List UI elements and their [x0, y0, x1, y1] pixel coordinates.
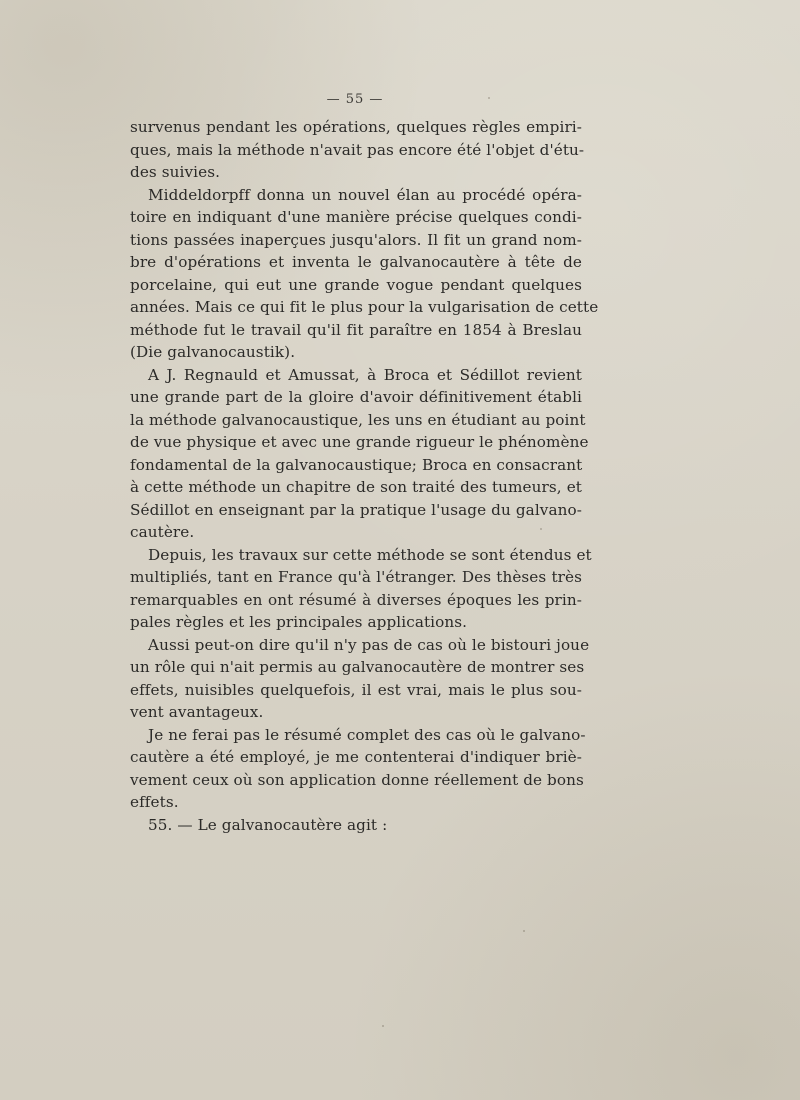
paragraph-start-line: A J. Regnauld et Amussat, à Broca et Sédillot revient — [148, 365, 582, 384]
text-line: une grande part de la gloire d'avoir définitivement établi — [130, 388, 582, 406]
text-line: remarquables en ont résumé à diverses époques les prin- — [130, 590, 582, 609]
paragraph-start-line: Je ne ferai pas le résumé complet des cas où le galvano- — [148, 725, 586, 744]
paper-speck — [382, 1025, 384, 1027]
text-line: des suivies. — [130, 163, 221, 181]
text-line: de vue physique et avec une grande rigueur le phénomène — [130, 433, 589, 451]
paragraph-start-line: Aussi peut-on dire qu'il n'y pas de cas où le bistouri joue — [148, 635, 590, 654]
text-line: ques, mais la méthode n'avait pas encore été l'objet d'étu- — [130, 140, 585, 159]
text-line: survenus pendant les opérations, quelques règles empiri- — [130, 118, 582, 136]
paragraph-start-line: Middeldorpff donna un nouvel élan au procédé opéra- — [148, 185, 582, 204]
paper-speck — [488, 97, 490, 99]
section-heading-line: 55. — Le galvanocautère agit : — [148, 815, 388, 834]
paper-speck — [540, 528, 542, 530]
paper-speck — [523, 930, 525, 932]
text-line: (Die galvanocaustik). — [130, 343, 296, 361]
text-line: fondamental de la galvanocaustique; Broca en consacrant — [130, 455, 583, 474]
text-line: vement ceux où son application donne réellement de bons — [130, 770, 584, 789]
text-line: toire en indiquant d'une manière précise quelques condi- — [130, 208, 582, 226]
page-number: — 55 — — [326, 92, 384, 107]
text-line: vent avantageux. — [130, 703, 264, 721]
text-line: multipliés, tant en France qu'à l'étranger. Des thèses très — [130, 568, 582, 586]
body-text — [130, 116, 599, 836]
text-line: Sédillot en enseignant par la pratique l'usage du galvano- — [130, 500, 582, 519]
text-line: pales règles et les principales applications. — [130, 613, 468, 631]
text-line: bre d'opérations et inventa le galvanocautère à tête de — [130, 253, 582, 271]
text-line: méthode fut le travail qu'il fit paraître en 1854 à Breslau — [130, 320, 582, 339]
text-line: tions passées inaperçues jusqu'alors. Il fit un grand nom- — [130, 230, 582, 249]
text-line: la méthode galvanocaustique, les uns en étudiant au point — [130, 410, 586, 429]
text-line: cautère. — [130, 523, 195, 541]
text-line: années. Mais ce qui fit le plus pour la vulgarisation de cette — [130, 298, 599, 316]
text-line: à cette méthode un chapitre de son traité des tumeurs, et — [130, 478, 582, 496]
text-line: cautère a été employé, je me contenterai d'indiquer briè- — [130, 748, 582, 766]
paragraph-start-line: Depuis, les travaux sur cette méthode se sont étendus et — [148, 545, 592, 564]
text-line: effets, nuisibles quelquefois, il est vrai, mais le plus sou- — [130, 680, 582, 699]
text-line: porcelaine, qui eut une grande vogue pendant quelques — [130, 275, 582, 294]
text-line: un rôle qui n'ait permis au galvanocautère de montrer ses — [130, 658, 585, 676]
text-line: effets. — [130, 793, 179, 811]
